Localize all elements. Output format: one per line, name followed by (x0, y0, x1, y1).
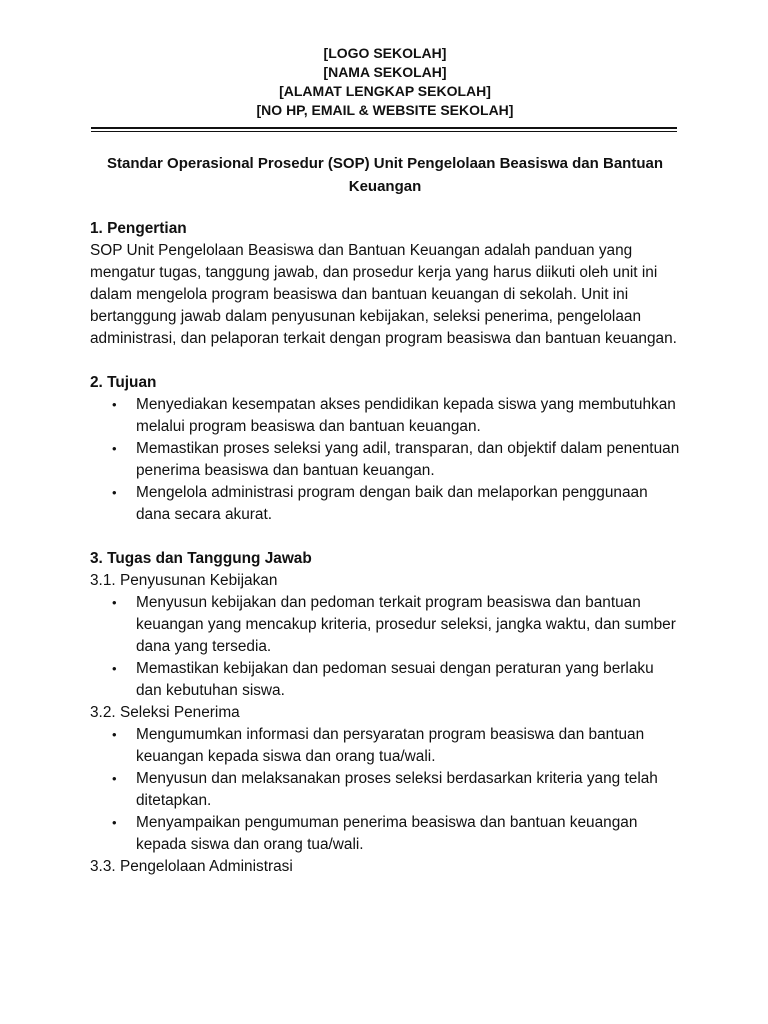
bullet-icon: • (112, 595, 117, 610)
bullet-icon: • (112, 727, 117, 742)
school-logo-placeholder: [LOGO SEKOLAH] (323, 45, 447, 61)
kebijakan-list (90, 592, 680, 702)
section-heading-tugas: 3. Tugas dan Tanggung Jawab (90, 550, 312, 567)
section-heading-pengertian: 1. Pengertian (90, 220, 187, 237)
list-item: • Menyusun dan melaksanakan proses seleksi berdasarkan kriteria yang telah ditetapkan. (112, 770, 658, 809)
list-item: • Memastikan proses seleksi yang adil, transparan, dan objektif dalam penentuan penerima beasiswa dan bantuan keuangan. (112, 440, 680, 479)
section-paragraph-pengertian: SOP Unit Pengelolaan Beasiswa dan Bantuan Keuangan adalah panduan yang mengatur tugas, tanggung jawab, dan prosedur kerja yang harus diikuti oleh unit ini dalam mengelola program beasiswa dan bantuan keuangan di sekolah. Unit ini bertanggung jawab dalam penyusunan kebijakan, seleksi penerima, pengelolaan administrasi, dan pelaporan terkait dengan program beasiswa dan bantuan keuangan. (90, 242, 677, 347)
bullet-icon: • (112, 815, 117, 830)
bullet-icon: • (112, 771, 117, 786)
seleksi-list (90, 724, 680, 856)
document-title: Standar Operasional Prosedur (SOP) Unit Pengelolaan Beasiswa dan Bantuan Keuangan (107, 155, 663, 195)
bullet-icon: • (112, 661, 117, 676)
school-address: [ALAMAT LENGKAP SEKOLAH] (279, 83, 491, 99)
school-contact: [NO HP, EMAIL & WEBSITE SEKOLAH] (256, 102, 514, 118)
bullet-icon: • (112, 397, 117, 412)
letterhead (90, 0, 680, 120)
subsection-heading-kebijakan: 3.1. Penyusunan Kebijakan (90, 572, 278, 589)
list-item: • Mengelola administrasi program dengan baik dan melaporkan penggunaan dana secara akurat. (112, 484, 648, 523)
school-name: [NAMA SEKOLAH] (323, 64, 447, 80)
list-item: • Menyediakan kesempatan akses pendidikan kepada siswa yang membutuhkan melalui program beasiswa dan bantuan keuangan. (112, 396, 676, 435)
subsection-heading-administrasi: 3.3. Pengelolaan Administrasi (90, 858, 293, 875)
tujuan-list (90, 394, 680, 526)
list-item: • Menyusun kebijakan dan pedoman terkait program beasiswa dan bantuan keuangan yang mencakup kriteria, prosedur seleksi, jangka waktu, dan sumber dana yang tersedia. (112, 594, 676, 655)
list-item: • Memastikan kebijakan dan pedoman sesuai dengan peraturan yang berlaku dan kebutuhan siswa. (112, 660, 654, 699)
letterhead-divider (91, 127, 677, 132)
section-heading-tujuan: 2. Tujuan (90, 374, 157, 391)
list-item: • Menyampaikan pengumuman penerima beasiswa dan bantuan keuangan kepada siswa dan orang tua/wali. (112, 814, 638, 853)
bullet-icon: • (112, 441, 117, 456)
bullet-icon: • (112, 485, 117, 500)
list-item: • Mengumumkan informasi dan persyaratan program beasiswa dan bantuan keuangan kepada siswa dan orang tua/wali. (112, 726, 645, 765)
subsection-heading-seleksi: 3.2. Seleksi Penerima (90, 704, 240, 721)
